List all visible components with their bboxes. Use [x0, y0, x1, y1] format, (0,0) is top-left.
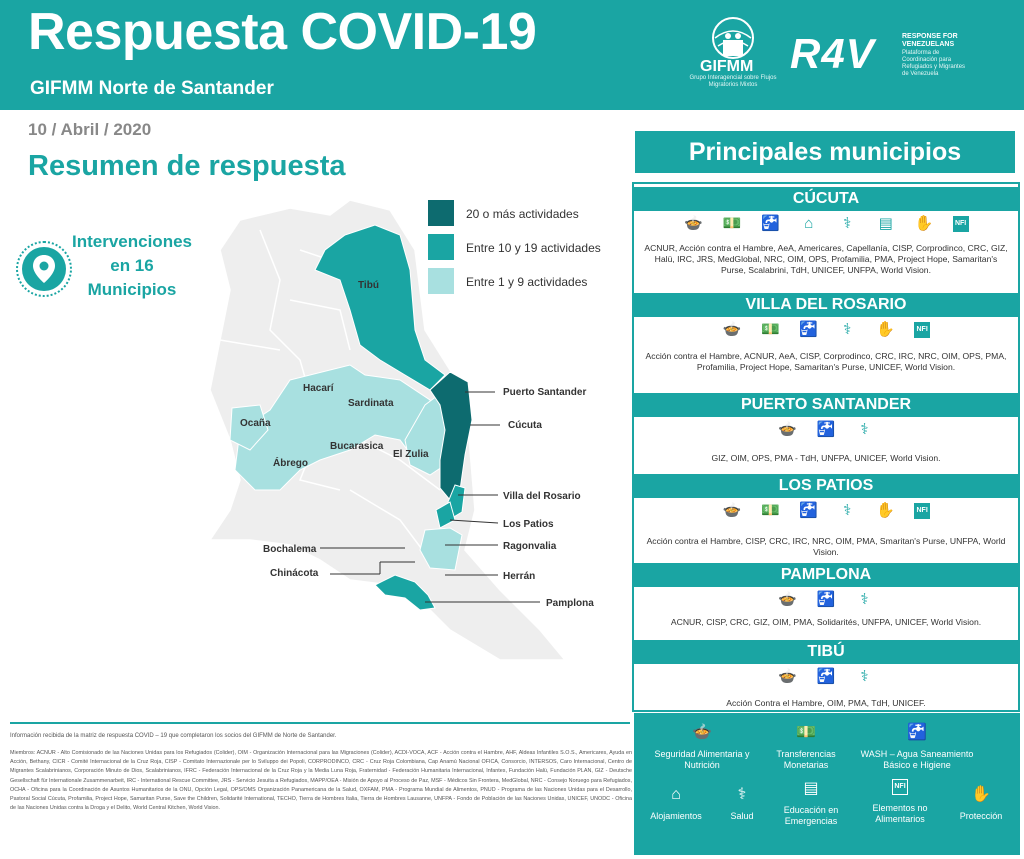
food-icon: 🍲	[722, 502, 742, 519]
map-label-bochalema: Bochalema	[263, 544, 317, 555]
map-label-chinacota: Chinácota	[270, 568, 319, 579]
map-label-hacari: Hacarí	[303, 383, 334, 394]
wash-icon: 🚰	[816, 591, 836, 608]
page-subtitle: GIFMM Norte de Santander	[30, 78, 274, 99]
sector-legend-label: Seguridad Alimentaria y Nutrición	[654, 749, 750, 770]
map-label-bucarasica: Bucarasica	[330, 441, 384, 452]
municipality-title: TIBÚ	[634, 640, 1018, 664]
health-icon: ⚕	[843, 502, 852, 519]
municipality-card-pamplona	[634, 563, 1018, 635]
map-label-abrego: Ábrego	[273, 458, 308, 469]
cash-icon: 💵	[760, 321, 780, 338]
food-icon: 🍲	[778, 668, 797, 685]
sector-legend-protection	[948, 785, 1014, 822]
sector-icons	[634, 668, 1018, 686]
sector-legend-cash	[766, 723, 846, 771]
health-icon: ⚕	[860, 591, 869, 608]
r4v-logo-subtext: Plataforma de Coordinación para Refugiados y Migrantes de Venezuela	[902, 50, 966, 77]
legend-label-high: 20 o más actividades	[466, 207, 579, 221]
health-icon: ⚕	[843, 215, 852, 232]
wash-icon: 🚰	[816, 668, 836, 685]
sector-legend-shelter	[640, 785, 712, 822]
wash-icon: 🚰	[816, 421, 836, 438]
map-label-pamplona: Pamplona	[546, 598, 594, 609]
interventions-line2: en 16	[110, 256, 154, 275]
municipality-card-cucuta	[634, 187, 1018, 291]
sector-legend-label: WASH – Agua Saneamiento Básico e Higiene	[860, 749, 974, 770]
municipality-card-villa-rosario	[634, 293, 1018, 389]
gifmm-logo-text: GIFMM	[700, 58, 754, 75]
protection-icon: ✋	[876, 321, 896, 338]
map-label-herran: Herrán	[503, 571, 536, 582]
wash-icon: 🚰	[799, 502, 819, 519]
health-icon: ⚕	[737, 786, 747, 803]
section-title: Resumen de respuesta	[28, 150, 346, 182]
interventions-badge	[22, 247, 66, 291]
report-date: 10 / Abril / 2020	[28, 120, 152, 139]
municipality-orgs: Acción contra el Hambre, CISP, CRC, IRC, NRC, OIM, PMA, Smaritan's Purse, UNFPA, World Vision.	[646, 536, 1006, 557]
map-label-villa-rosario: Villa del Rosario	[503, 491, 581, 502]
map-label-puerto-santander: Puerto Santander	[503, 387, 587, 398]
sector-legend-label: Elementos no Alimentarios	[872, 803, 928, 824]
legend-item-high	[428, 200, 628, 228]
legend-swatch-low	[428, 268, 454, 294]
wash-icon: 🚰	[760, 215, 780, 232]
sector-legend-education	[774, 779, 848, 827]
municipality-title: CÚCUTA	[634, 187, 1018, 211]
legend-swatch-high	[428, 200, 454, 226]
legend-item-low	[428, 268, 628, 296]
municipality-title: PAMPLONA	[634, 563, 1018, 587]
legend-label-low: Entre 1 y 9 actividades	[466, 275, 588, 289]
municipality-card-puerto-santander	[634, 393, 1018, 469]
gifmm-logo-subtext: Grupo Interagencial sobre Flujos Migratorios Mixtos	[689, 75, 777, 88]
map-label-ocana: Ocaña	[240, 418, 271, 429]
food-icon: 🍲	[722, 321, 742, 338]
map-label-cucuta: Cúcuta	[508, 420, 542, 431]
legend-swatch-medium	[428, 234, 454, 260]
wash-icon: 🚰	[799, 321, 819, 338]
cash-icon: 💵	[722, 215, 742, 232]
municipality-title: LOS PATIOS	[634, 474, 1018, 498]
nfi-icon: NFI	[892, 779, 908, 795]
footer-divider	[10, 722, 630, 724]
nfi-icon: NFI	[914, 503, 930, 519]
municipality-card-tibu	[634, 640, 1018, 710]
sector-icons	[634, 502, 1018, 520]
municipality-orgs: ACNUR, CISP, CRC, GIZ, OIM, PMA, Solidarités, UNFPA, UNICEF, World Vision.	[670, 617, 982, 627]
municipality-title: PUERTO SANTANDER	[634, 393, 1018, 417]
map-label-tibu: Tibú	[358, 280, 379, 291]
food-icon: 🍲	[778, 591, 797, 608]
municipality-orgs: Acción contra el Hambre, ACNUR, AeA, CISP, Corprodinco, CRC, IRC, NRC, OIM, OPS, PMA, Profamilia, Project Hope, Samaritan's Purse, UNICEF, World Vision.	[645, 351, 1007, 372]
sector-legend-label: Transferencias Monetarias	[776, 749, 836, 770]
interventions-line3: Municipios	[87, 280, 177, 299]
sector-legend-label: Salud	[730, 811, 754, 821]
header-bar	[0, 0, 1024, 110]
cash-icon: 💵	[796, 724, 816, 741]
protection-icon: ✋	[876, 502, 896, 519]
food-icon: 🍲	[692, 724, 712, 741]
wash-icon: 🚰	[907, 724, 927, 741]
sector-icons	[634, 215, 1018, 233]
sector-icons	[634, 421, 1018, 439]
page-title: Respuesta COVID-19	[28, 3, 537, 61]
sector-legend-panel	[634, 713, 1020, 855]
sector-legend-label: Protección	[959, 811, 1003, 821]
principal-municipalities-header: Principales municipios	[635, 131, 1015, 173]
map-label-elzulia: El Zulia	[393, 449, 429, 460]
shelter-icon: ⌂	[804, 215, 814, 232]
food-icon: 🍲	[684, 215, 703, 232]
education-icon: ▤	[803, 780, 819, 797]
r4v-logo: R4V	[790, 30, 875, 77]
sector-legend-wash	[852, 723, 982, 771]
footer-members-list: Miembros: ACNUR - Alto Comisionado de las Naciones Unidas para los Refugiados (Colider), OIM - Organización Internacional para las Migraciones (Colider), ACDI-VOCA, ACF - Acción contra el Hambre, AHF, Aldeas Infantiles S.O.S., Americares, Ayuda en Acción, Bethany, CICR - Comité Internacional de la Cruz Roja, CISP - Comitato Internazionale per lo Sviluppo dei Popoli, CORPRODINCO, CRC - Cruz Roja Colombiana, Cap Anamú Nacional OFICA, Consorcio, INTERSOS, Caro Internacional, Centro de Migrantes Scalabrinianos, Corporación Minuto de Dios, Scalabrinianos, IFRC - Federación Internacional de la Cruz Roja y la Media Luna Roja, Fraternidad - Federación Humanitaria Internacional, Infantes, Fundación Halü, Fundación PLAN, GIZ - Deutsche Gesellschaft für Internationale Zusammenarbeit, IRC - International Rescue Committee, JRS - Servicio Jesuita a Refugiados, MAPP/OEA - Misión de Apoyo al Proceso de Paz, MSF - Médicos Sin Frontera, MedGlobal, NRC - Consejo Noruego para Refugiados, OCHA - Oficina para la Coordinación de Asuntos Humanitarios de la ONU, Opción Legal, OPS/OMS Organización Panamericana de la Salud, OXFAM, PMA - Programa Mundial de Alimentos, PNUD - Programa de las Naciones Unidas para el Desarrollo, Pastoral Social Cúcuta, Profamilia, Project Hope, Samaritan Purse, Save the Children, Solidarité International, TECHO, Tierra de Hombres Italia, Tierra de Hombres Lausanne, UNFPA - Fondo de Población de las Naciones Unidas, UNICEF, UNODC - Oficina de las Naciones Unidas contra la Droga y el Delito, World Central Kitchen, World Vision.	[10, 750, 632, 812]
food-icon: 🍲	[778, 421, 797, 438]
municipality-orgs: ACNUR, Acción contra el Hambre, AeA, Americares, Capellanía, CISP, Corprodinco, CRC, GIZ, Halü, IRC, JRS, MedGlobal, NRC, OIM, OPS, Profamilia, PMA, Project Hope, Samaritan's Purse, Scalabrini, TdH, UNICEF, UNFPA, World Vision.	[644, 243, 1008, 275]
nfi-icon: NFI	[914, 322, 930, 338]
health-icon: ⚕	[860, 421, 869, 438]
protection-icon: ✋	[971, 786, 991, 803]
cash-icon: 💵	[760, 502, 780, 519]
protection-icon: ✋	[914, 215, 934, 232]
r4v-logo-text: RESPONSE FOR VENEZUELANS	[902, 33, 958, 48]
footer-source-note: Información recibida de la matriz de respuesta COVID – 19 que completaron los socios del GIFMM de Norte de Santander.	[10, 733, 337, 739]
education-icon: ▤	[878, 215, 893, 232]
sector-legend-food	[650, 723, 754, 771]
map-label-sardinata: Sardinata	[348, 398, 394, 409]
legend-label-medium: Entre 10 y 19 actividades	[466, 241, 601, 255]
sector-legend-label: Educación en Emergencias	[783, 805, 839, 826]
map-label-los-patios: Los Patios	[503, 519, 554, 530]
map-label-ragonvalia: Ragonvalia	[503, 541, 557, 552]
municipality-title: VILLA DEL ROSARIO	[634, 293, 1018, 317]
nfi-icon: NFI	[953, 216, 969, 232]
sector-icons	[634, 591, 1018, 609]
sector-legend-nfi	[862, 779, 938, 825]
sector-legend-label: Alojamientos	[650, 811, 702, 821]
location-pin-icon	[22, 247, 66, 291]
interventions-line1: Intervenciones	[72, 232, 192, 251]
health-icon: ⚕	[860, 668, 869, 685]
shelter-icon: ⌂	[671, 786, 681, 803]
sector-legend-health	[720, 785, 764, 822]
municipality-orgs: Acción Contra el Hambre, OIM, PMA, TdH, UNICEF.	[726, 698, 926, 708]
municipality-card-los-patios	[634, 474, 1018, 560]
legend-item-medium	[428, 234, 628, 262]
interventions-summary	[62, 230, 202, 302]
municipality-orgs: GIZ, OIM, OPS, PMA - TdH, UNFPA, UNICEF, World Vision.	[711, 453, 941, 463]
health-icon: ⚕	[843, 321, 852, 338]
sector-icons	[634, 321, 1018, 339]
